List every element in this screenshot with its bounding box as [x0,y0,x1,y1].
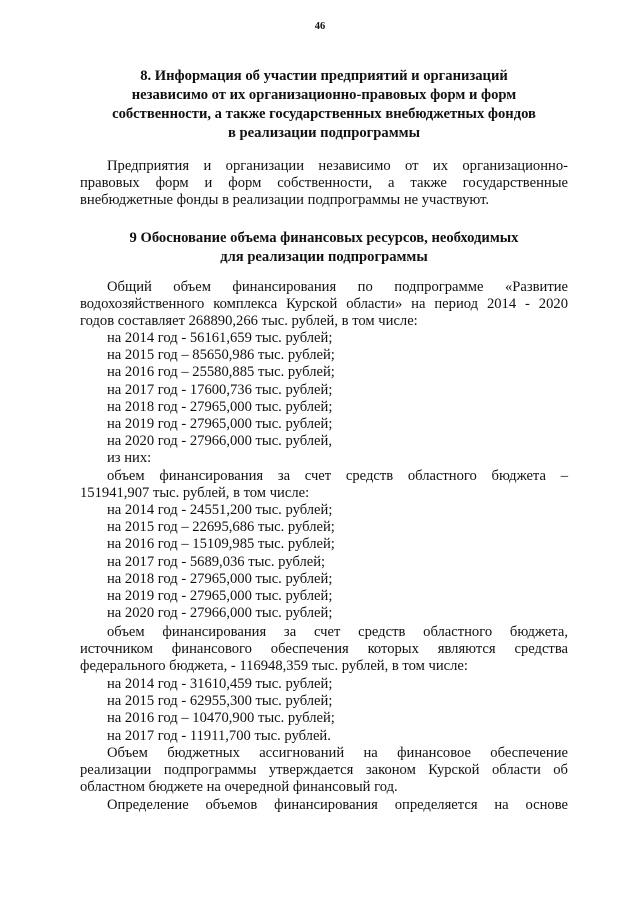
text-line: правовых форм и форм собственности, а также государственные [80,175,568,192]
heading-line: в реализации подпрограммы [228,125,420,141]
list-item: на 2014 год - 24551,200 тыс. рублей; [107,502,333,518]
section-8-paragraph [80,158,568,210]
list-item: на 2019 год - 27965,000 тыс. рублей; [107,588,333,605]
list-item: на 2014 год - 31610,459 тыс. рублей; [107,676,333,692]
heading-line: собственности, а также государственных внебюджетных фондов [112,106,536,122]
definition-paragraph [80,797,568,814]
text-line: Объем бюджетных ассигнований на финансовое обеспечение [107,745,568,761]
list-item: на 2019 год - 27965,000 тыс. рублей; [107,416,333,433]
list-item: на 2014 год - 56161,659 тыс. рублей; [107,330,333,346]
text-line: Определение объемов финансирования определяется на основе [107,797,568,813]
list-item: на 2015 год – 85650,986 тыс. рублей; [107,347,335,364]
text-line: областном бюджете на очередной финансовый год. [80,779,398,796]
text-line: Общий объем финансирования по подпрограмме «Развитие [107,279,568,295]
heading-line: 9 Обоснование объема финансовых ресурсов, необходимых [129,230,519,246]
regional-years-list [107,502,567,622]
section-9-heading [80,229,568,267]
heading-line: независимо от их организационно-правовых форм и форм [131,87,517,103]
heading-line: для реализации подпрограммы [220,249,428,265]
list-item: на 2015 год - 62955,300 тыс. рублей; [107,693,333,710]
text-line: федерального бюджета, - 116948,359 тыс. рублей, в том числе: [80,658,468,675]
list-item: на 2020 год - 27966,000 тыс. рублей; [107,605,333,622]
text-line: водохозяйственного комплекса Курской области» на период 2014 - 2020 [80,296,568,313]
text-line: Предприятия и организации независимо от их организационно- [107,158,568,174]
budget-allocations-paragraph [80,745,568,797]
list-item: на 2016 год – 15109,985 тыс. рублей; [107,536,335,553]
text-line: объем финансирования за счет средств областного бюджета – [107,468,568,484]
list-item: на 2018 год - 27965,000 тыс. рублей; [107,398,333,415]
page-number: 46 [314,21,326,32]
list-item: на 2020 год - 27966,000 тыс. рублей, [107,433,332,450]
list-item: на 2017 год - 11911,700 тыс. рублей. [107,727,331,744]
text-line: 151941,907 тыс. рублей, в том числе: [80,485,310,502]
list-item: на 2018 год - 27965,000 тыс. рублей; [107,570,333,587]
list-item: на 2016 год – 25580,885 тыс. рублей; [107,364,335,381]
federal-budget-paragraph [80,624,568,676]
federal-years-list [107,676,567,745]
list-item: из них: [107,450,152,467]
text-line: объем финансирования за счет средств областного бюджета, [107,624,568,640]
total-financing-paragraph [80,279,568,331]
total-years-list [107,330,567,468]
list-item: на 2017 год - 17600,736 тыс. рублей; [107,381,333,398]
text-line: реализации подпрограммы утверждается законом Курской области об [80,762,568,779]
list-item: на 2015 год – 22695,686 тыс. рублей; [107,519,335,536]
section-8-heading [80,67,568,143]
text-line: источником финансового обеспечения которых являются средства [80,641,568,658]
list-item: на 2016 год – 10470,900 тыс. рублей; [107,710,335,727]
text-line: внебюджетные фонды в реализации подпрограммы не участвуют. [80,192,490,209]
list-item: на 2017 год - 5689,036 тыс. рублей; [107,553,326,570]
regional-budget-paragraph [80,468,568,502]
heading-line: 8. Информация об участии предприятий и организаций [140,68,508,84]
text-line: годов составляет 268890,266 тыс. рублей, в том числе: [80,313,418,330]
